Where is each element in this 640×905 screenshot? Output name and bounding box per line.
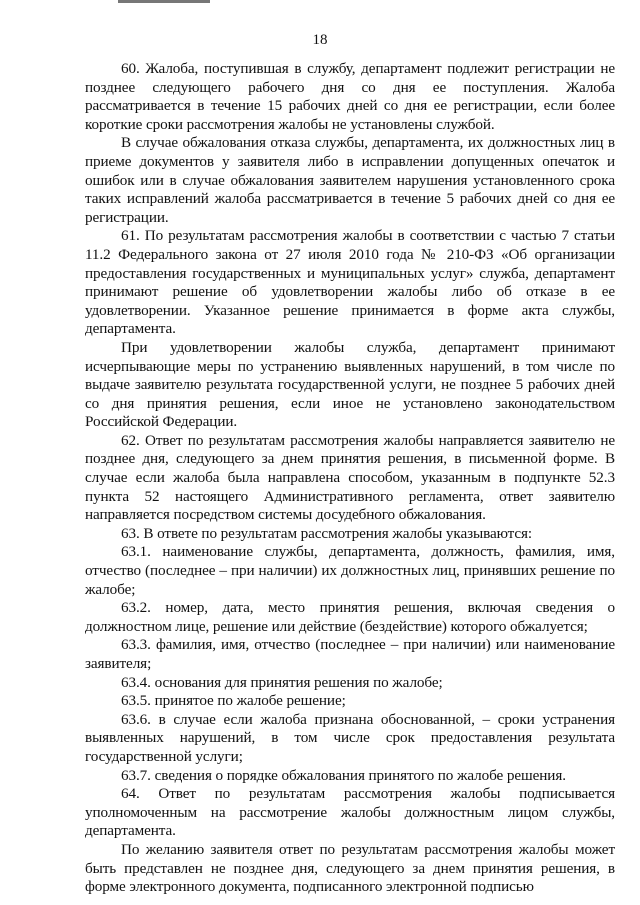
paragraph-64: 64. Ответ по результатам рассмотрения жалобы подписывается уполномоченным на рассмотрение жалобы должностным лицом службы, департамента. [85, 785, 615, 840]
paragraph-64-electronic: По желанию заявителя ответ по результатам рассмотрения жалобы может быть представлен не позднее дня, следующего за днем принятия решения, в форме электронного документа, подписанного электронной подписью [85, 840, 615, 896]
paragraph-63-2: 63.2. номер, дата, место принятия решения, включая сведения о должностном лице, решение или действие (бездействие) которого обжалуется; [85, 599, 615, 635]
paragraph-62: 62. Ответ по результатам рассмотрения жалобы направляется заявителю не позднее дня, следующего за днем принятия решения, в письменной форме. В случае если жалоба была направлена способом, указанным в подпункте 52.3 пункта 52 настоящего Административного регламента, ответ заявителю направляется посредством системы досудебного обжалования. [85, 431, 615, 524]
paragraph-63-7: 63.7. сведения о порядке обжалования принятого по жалобе решения. [121, 766, 566, 784]
paragraph-63-3: 63.3. фамилия, имя, отчество (последнее – при наличии) или наименование заявителя; [85, 636, 615, 672]
paragraph-63-4: 63.4. основания для принятия решения по жалобе; [121, 673, 443, 691]
paragraph-63: 63. В ответе по результатам рассмотрения жалобы указываются: [121, 524, 533, 542]
paragraph-63-5: 63.5. принятое по жалобе решение; [121, 692, 346, 710]
scan-edge-mark [118, 0, 210, 3]
page-number: 18 [312, 32, 328, 48]
paragraph-60: 60. Жалоба, поступившая в службу, департамент подлежит регистрации не позднее следующего рабочего дня со дня ее поступления. Жалоба рассматривается в течение 15 рабочих дней со дня ее регистрации, если более короткие сроки рассмотрения жалобы не установлены службой. [85, 60, 615, 133]
document-body [85, 60, 615, 897]
paragraph-61-satisfaction: При удовлетворении жалобы служба, департамент принимают исчерпывающие меры по устранению выявленных нарушений, в том числе по выдаче заявителю результата государственной услуги, не позднее 5 рабочих дней со дня принятия решения, если иное не установлено законодательством Российской Федерации. [85, 338, 615, 431]
paragraph-61: 61. По результатам рассмотрения жалобы в соответствии с частью 7 статьи 11.2 Федерального закона от 27 июля 2010 года № 210-ФЗ «Об организации предоставления государственных и муниципальных услуг» служба, департамент принимают решение об удовлетворении жалобы либо об отказе в ее удовлетворении. Указанное решение принимается в форме акта службы, департамента. [85, 227, 615, 338]
paragraph-63-6: 63.6. в случае если жалоба признана обоснованной, – сроки устранения выявленных нарушений, в том числе срок предоставления результата государственной услуги; [85, 710, 615, 765]
paragraph-60-appeal-refusal: В случае обжалования отказа службы, департамента, их должностных лиц в приеме документов у заявителя либо в исправлении допущенных опечаток и ошибок или в случае обжалования заявителем нарушения установленного срока таких исправлений жалоба рассматривается в течение 5 рабочих дней со дня ее регистрации. [85, 134, 615, 226]
paragraph-63-1: 63.1. наименование службы, департамента, должность, фамилия, имя, отчество (последнее – при наличии) их должностных лиц, принявших решение по жалобе; [85, 543, 615, 598]
